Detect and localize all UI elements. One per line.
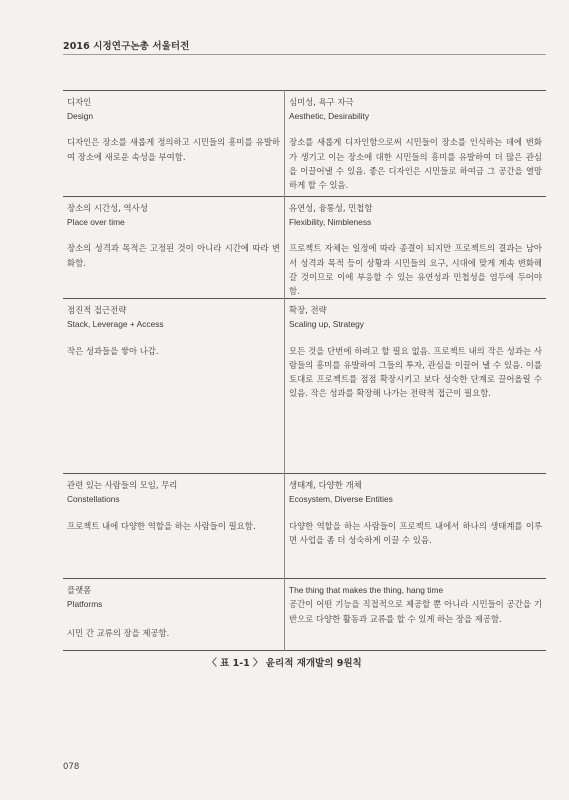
table-cell-left (63, 197, 285, 299)
cell-title-en: Ecosystem, Diverse Entities (289, 494, 393, 505)
cell-title-ko: 장소의 시간성, 역사성 (67, 203, 148, 213)
cell-title-en: Constellations (67, 494, 120, 505)
cell-title-ko: 심미성, 욕구 자극 (289, 97, 354, 107)
table-row (63, 197, 546, 299)
table-cell-left (63, 579, 285, 651)
cell-title-ko: 확장, 전략 (289, 305, 327, 316)
cell-body: 공간이 어떤 기능을 직접적으로 제공할 뿐 아니라 시민들이 공간을 기반으로 다양한 활동과 교류를 할 수 있게 하는 장을 제공함. (289, 599, 542, 624)
cell-title-en: Stack, Leverage + Access (67, 319, 164, 330)
cell-title-ko: 디자인 (67, 97, 92, 107)
cell-title-ko: 플랫폼 (67, 585, 92, 596)
table-cell-right (285, 474, 547, 579)
cell-title-en: Flexibility, Nimbleness (289, 217, 372, 228)
table-caption: 〈 표 1-1 〉 윤리적 재개발의 9원칙 (207, 658, 362, 669)
cell-body: 시민 간 교류의 장을 제공함. (67, 627, 170, 638)
cell-title-ko: 생태계, 다양한 개체 (289, 480, 362, 491)
table-row (63, 474, 546, 579)
cell-title-en: Aesthetic, Desirability (289, 111, 370, 122)
cell-body: 프로젝트 자체는 일정에 따라 종결이 되지만 프로젝트의 결과는 남아서 성격과 목적 등이 상황과 시민들의 요구, 시대에 맞게 계속 변화해 갈 것이므로 이에 부응할 수 있는 유연성과 민첩성을 염두에 두어야 함. (289, 243, 542, 297)
page-number: 078 (63, 762, 80, 772)
cell-body: 모든 것을 단번에 하려고 할 필요 없음. 프로젝트 내의 작은 성과는 사람들의 흥미를 유발하여 그들의 투자, 관심을 이끌어 낼 수 있음. 이를 토대로 프로젝트를 점점 확장시키고 보다 성숙한 단계로 끌어올릴 수 있음. 작은 성과를 확장해 나가는 전략적 접근이 필요함. (289, 345, 542, 399)
principles-table (63, 90, 546, 651)
cell-title-ko: 점진적 접근전략 (67, 305, 127, 316)
cell-body: 장소를 새롭게 디자인함으로써 시민들이 장소를 인식하는 데에 변화가 생기고 이는 장소에 대한 시민들의 흥미를 유발하여 더 많은 관심을 이끌어낼 수 있음. 좋은 디자인은 시민들로 하여금 그 공간을 열망하게 할 수 있음. (289, 137, 542, 191)
cell-title-en: Place over time (67, 217, 125, 228)
cell-body: 프로젝트 내에 다양한 역할을 하는 사람들이 필요함. (67, 520, 256, 531)
cell-body: 장소의 성격과 목적은 고정된 것이 아니라 시간에 따라 변화함. (67, 243, 280, 268)
table-cell-left (63, 474, 285, 579)
cell-body: 작은 성과들을 쌓아 나감. (67, 345, 159, 356)
table-row (63, 299, 546, 474)
cell-title-en: Scaling up, Strategy (289, 319, 364, 330)
table-cell-right (285, 299, 547, 474)
header-rule (63, 54, 546, 55)
table-cell-right (285, 91, 547, 197)
cell-title-ko: 유연성, 융통성, 민첩함 (289, 203, 373, 213)
table-cell-right (285, 197, 547, 299)
cell-title-en: Platforms (67, 599, 103, 610)
table-row (63, 579, 546, 651)
running-header: 2016 시정연구논총 서울터전 (63, 41, 190, 52)
cell-body: 다양한 역할을 하는 사람들이 프로젝트 내에서 하나의 생태계를 이루면 사업을 좀 더 성숙하게 이끌 수 있음. (289, 520, 542, 545)
table-row (63, 91, 546, 197)
cell-body: 디자인은 장소를 새롭게 정의하고 시민들의 흥미를 유발하여 장소에 새로운 속성을 부여함. (67, 137, 280, 162)
cell-title-en: Design (67, 111, 94, 122)
cell-title-ko: 관련 있는 사람들의 모임, 무리 (67, 480, 178, 491)
table-cell-right (285, 579, 547, 651)
table-cell-left (63, 299, 285, 474)
table-cell-left (63, 91, 285, 197)
cell-title-en: The thing that makes the thing, hang time (289, 585, 444, 596)
